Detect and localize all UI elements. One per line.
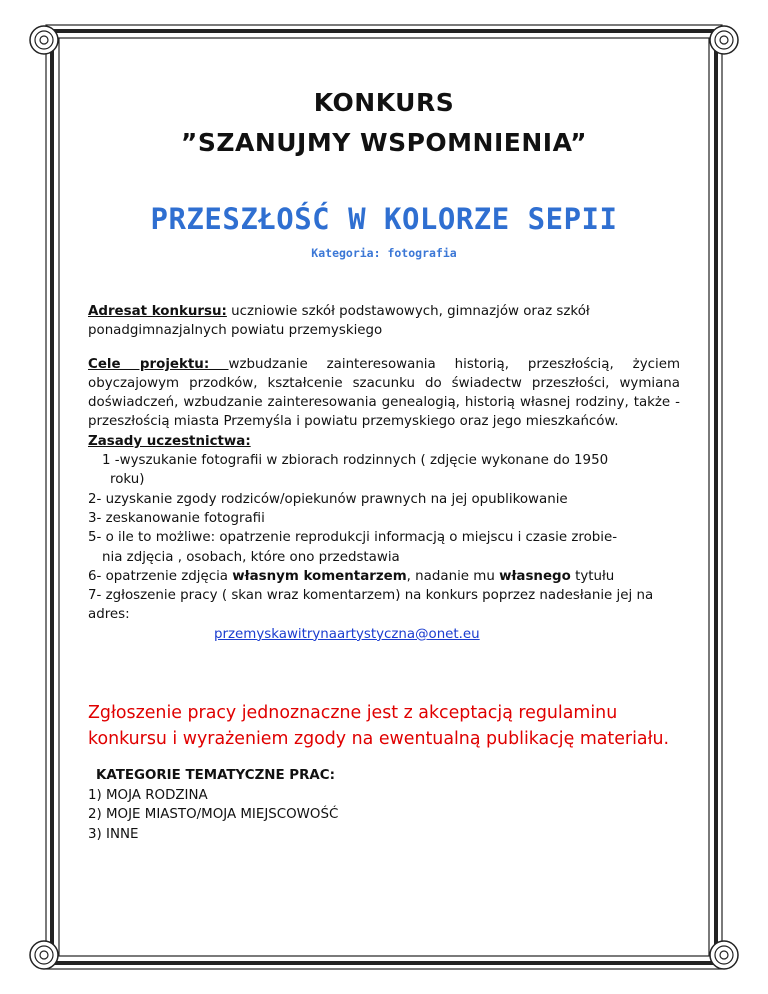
corner-ornament-top-right (710, 26, 738, 54)
category-label: Kategoria: fotografia (311, 246, 457, 260)
category-item: 3) INNE (88, 826, 139, 842)
contest-subtitle: PRZESZŁOŚĆ W KOLORZE SEPII (150, 202, 618, 236)
corner-ornament-top-left (30, 26, 58, 54)
corner-ornament-bottom-right (710, 941, 738, 969)
category-item: 1) MOJA RODZINA (88, 787, 208, 803)
rule-6-pre: 6- opatrzenie zdjęcia (88, 568, 233, 584)
cele-text: wzbudzanie zainteresowania historią, przeszłością, życiem obyczajowym przodków, kształcenie szacunku do świadectw przeszłości, wymiana doświadczeń, wzbudzanie zainteresowania genealogią, historią własnej rodziny, także - przeszłością miasta Przemyśla i powiatu przemyskiego oraz jego mieszkańców. (88, 356, 680, 430)
rule-5: 5- o ile to możliwe: opatrzenie reprodukcji informacją o miejscu i czasie zrobie- (88, 530, 618, 546)
adresat-text: uczniowie szkół podstawowych, gimnazjów oraz szkół ponadgimnazjalnych powiatu przemyskiego (88, 304, 590, 339)
contest-title: KONKURS (313, 88, 455, 117)
category-item: 2) MOJE MIASTO/MOJA MIEJSCOWOŚĆ (88, 807, 339, 822)
rule-6-bold-own: własnego (499, 568, 571, 584)
corner-ornament-bottom-left (30, 941, 58, 969)
rule-2: 2- uzyskanie zgody rodziców/opiekunów prawnych na jej opublikowanie (88, 491, 568, 507)
adresat-label: Adresat konkursu: (88, 304, 227, 319)
rule-1-text: -wyszukanie fotografii w zbiorach rodzinnych ( zdjęcie wykonane do 1950 (114, 453, 609, 469)
rule-1-number: 1 (102, 453, 111, 469)
thematic-categories (88, 766, 338, 844)
rule-6-mid: , nadanie mu (406, 568, 500, 584)
consent-notice: Zgłoszenie pracy jednoznaczne jest z akceptacją regulaminu konkursu i wyrażeniem zgody na ewentualną publikację materiału. (88, 703, 670, 749)
adresat-paragraph (88, 302, 680, 341)
email-link[interactable]: przemyskawitrynaartystyczna@onet.eu (214, 626, 480, 642)
categories-heading: KATEGORIE TEMATYCZNE PRAC: (96, 768, 335, 783)
cele-paragraph (88, 355, 680, 432)
rule-3: 3- zeskanowanie fotografii (88, 510, 265, 526)
rules-body (88, 302, 680, 644)
zasady-label: Zasady uczestnictwa: (88, 433, 251, 449)
rule-5-continuation: nia zdjęcia , osobach, które ono przedstawia (102, 549, 400, 565)
rule-7: 7- zgłoszenie pracy ( skan wraz komentarzem) na konkurs poprzez nadesłanie jej na adres: (88, 588, 654, 623)
contest-name: ”SZANUJMY WSPOMNIENIA” (180, 128, 588, 157)
rule-1-continuation: roku) (110, 472, 145, 488)
rule-6-bold-comment: własnym komentarzem (232, 568, 407, 584)
rule-6 (88, 567, 680, 586)
rule-1 (88, 451, 680, 470)
cele-label: Cele projektu: (88, 356, 229, 372)
rule-6-post: tytułu (570, 568, 615, 584)
